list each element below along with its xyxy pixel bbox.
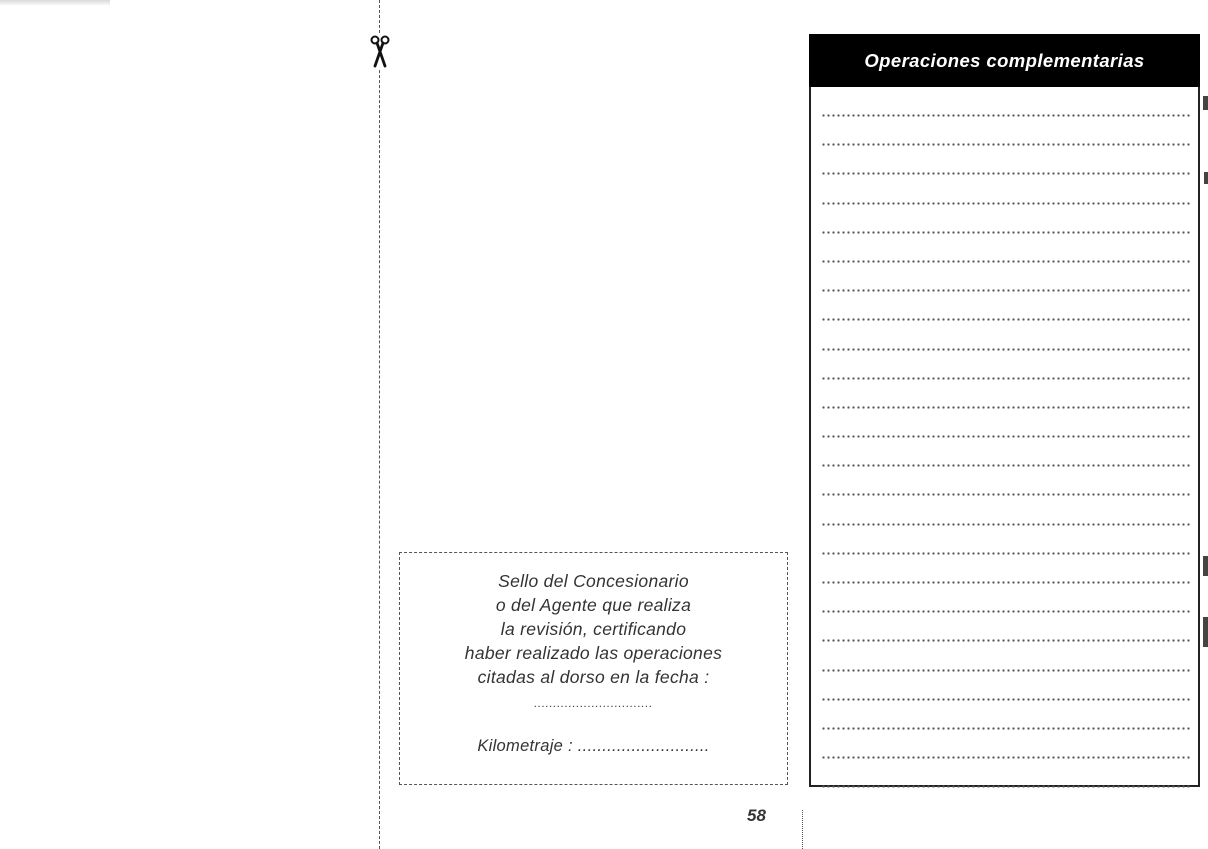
dotted-writing-line bbox=[821, 305, 1191, 334]
dotted-writing-line bbox=[821, 422, 1191, 451]
stamp-line-2: o del Agente que realiza bbox=[495, 595, 692, 615]
scissors-icon bbox=[367, 34, 393, 70]
edge-mark bbox=[1204, 172, 1208, 184]
dotted-writing-line bbox=[821, 218, 1191, 247]
dotted-writing-line bbox=[821, 480, 1191, 509]
stamp-line-3: la revisión, certificando bbox=[500, 619, 687, 639]
edge-mark bbox=[1203, 96, 1208, 110]
dotted-writing-line bbox=[821, 189, 1191, 218]
fold-line bbox=[802, 810, 803, 849]
dotted-writing-line bbox=[821, 364, 1191, 393]
date-fill-line: ............................... bbox=[534, 696, 653, 710]
dotted-writing-line bbox=[821, 685, 1191, 714]
dotted-writing-line bbox=[821, 626, 1191, 655]
dotted-writing-line bbox=[821, 597, 1191, 626]
panel-title: Operaciones complementarias bbox=[809, 34, 1200, 87]
edge-mark bbox=[1203, 617, 1208, 647]
dotted-writing-line bbox=[821, 101, 1191, 130]
dotted-writing-line bbox=[821, 335, 1191, 364]
dotted-writing-line bbox=[821, 772, 1191, 801]
mileage-field: Kilometraje : ........................... bbox=[477, 737, 710, 755]
dotted-writing-line bbox=[821, 451, 1191, 480]
dotted-writing-line bbox=[821, 539, 1191, 568]
stamp-line-1: Sello del Concesionario bbox=[498, 571, 689, 591]
corner-smudge bbox=[0, 0, 110, 6]
stamp-instructions bbox=[400, 569, 787, 715]
dotted-writing-line bbox=[821, 568, 1191, 597]
dotted-writing-line bbox=[821, 247, 1191, 276]
dealer-stamp-box bbox=[399, 552, 788, 785]
dotted-writing-line bbox=[821, 159, 1191, 188]
edge-mark bbox=[1203, 556, 1208, 576]
stamp-line-5: citadas al dorso en la fecha : bbox=[477, 667, 710, 687]
dotted-writing-line bbox=[821, 393, 1191, 422]
page-number: 58 bbox=[747, 806, 766, 825]
dotted-writing-line bbox=[821, 743, 1191, 772]
complementary-operations-panel bbox=[809, 34, 1200, 787]
dotted-writing-line bbox=[821, 276, 1191, 305]
writing-lines bbox=[821, 101, 1191, 802]
dotted-writing-line bbox=[821, 510, 1191, 539]
stamp-line-4: haber realizado las operaciones bbox=[464, 643, 723, 663]
cut-line bbox=[379, 0, 380, 849]
dotted-writing-line bbox=[821, 130, 1191, 159]
dotted-writing-line bbox=[821, 656, 1191, 685]
dotted-writing-line bbox=[821, 714, 1191, 743]
